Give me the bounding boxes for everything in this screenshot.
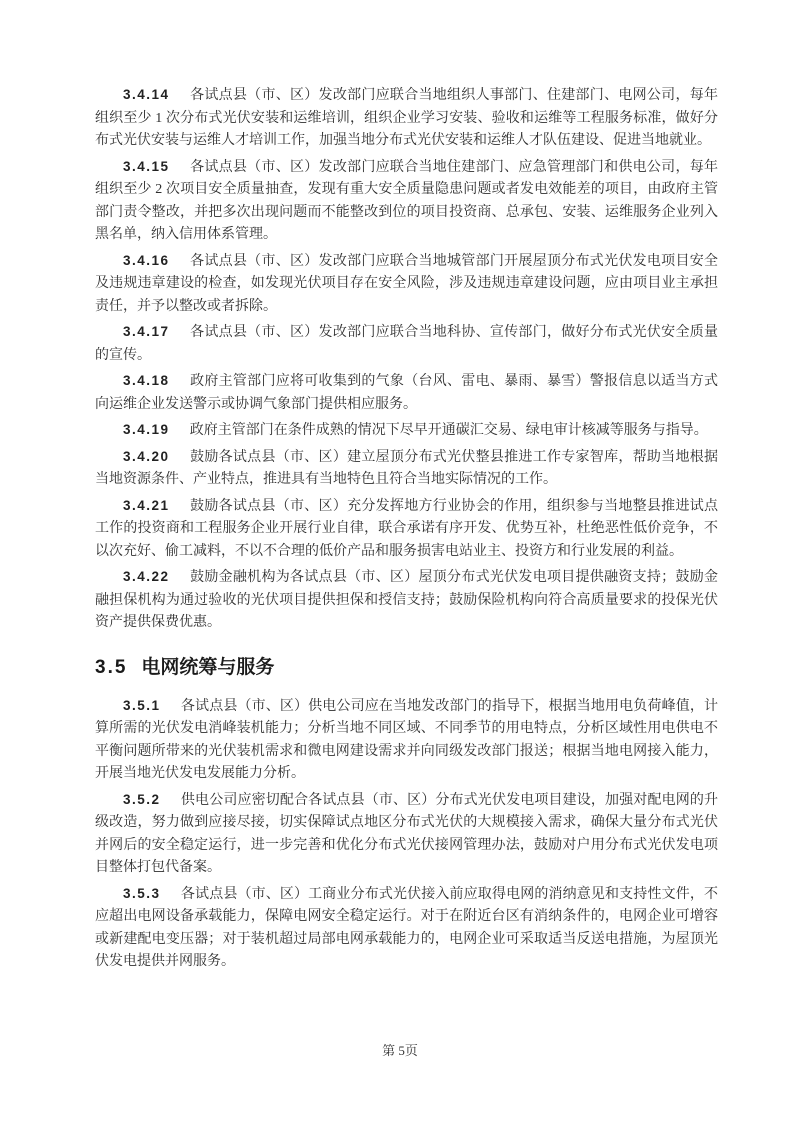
clause-number: 3.4.22 xyxy=(123,569,170,584)
clause-number: 3.4.19 xyxy=(123,422,170,437)
clause-3-4-21 xyxy=(95,495,718,564)
clause-text: 各试点县（市、区）工商业分布式光伏接入前应取得电网的消纳意见和支持性文件，不应超出电网设备承载能力，保障电网安全稳定运行。对于在附近台区有消纳条件的，电网企业可增容或新建配电变压器；对于装机超过局部电网承载能力的，电网企业可采取适当反送电措施，为屋顶光伏发电提供并网服务。 xyxy=(95,886,718,969)
clause-text: 各试点县（市、区）发改部门应联合当地科协、宣传部门，做好分布式光伏安全质量的宣传。 xyxy=(95,325,718,363)
clause-number: 3.4.14 xyxy=(123,87,170,102)
clause-number: 3.4.15 xyxy=(123,158,170,174)
clause-text: 各试点县（市、区）发改部门应联合当地组织人事部门、住建部门、电网公司，每年组织至少 1 次分布式光伏安装和运维培训，组织企业学习安装、验收和运维等工程服务标准，做好分布式光伏安装与运维人才培训工作，加强当地分布式光伏安装和运维人才队伍建设、促进当地就业。 xyxy=(95,88,718,148)
clause-3-4-17 xyxy=(95,321,718,367)
clause-3-5-1 xyxy=(95,695,718,786)
clause-3-4-14 xyxy=(95,84,718,153)
clause-text: 政府主管部门应将可收集到的气象（台风、雷电、暴雨、暴雪）警报信息以适当方式向运维企业发送警示或协调气象部门提供相应服务。 xyxy=(95,374,718,412)
clause-number: 3.5.2 xyxy=(123,791,161,807)
clause-3-4-16 xyxy=(95,250,718,319)
clause-text: 鼓励各试点县（市、区）建立屋顶分布式光伏整县推进工作专家智库，帮助当地根据当地资源条件、产业特点，推进具有当地特色且符合当地实际情况的工作。 xyxy=(95,449,718,487)
clause-3-4-20 xyxy=(95,446,718,492)
clause-number: 3.4.18 xyxy=(123,373,170,388)
clause-text: 供电公司应密切配合各试点县（市、区）分布式光伏发电项目建设，加强对配电网的升级改造，努力做到应接尽接，切实保障试点地区分布式光伏的大规模接入需求，确保大量分布式光伏并网后的安全稳定运行，进一步完善和优化分布式光伏接网管理办法，鼓励对户用分布式光伏发电项目整体打包代备案。 xyxy=(95,792,718,875)
clause-text: 各试点县（市、区）发改部门应联合当地住建部门、应急管理部门和供电公司，每年组织至少 2 次项目安全质量抽查，发现有重大安全质量隐患问题或者发电效能差的项目，由政府主管部门责令整改，并把多次出现问题而不能整改到位的项目投资商、总承包、安装、运维服务企业列入黑名单，纳入信用体系管理。 xyxy=(95,159,718,242)
clause-3-5-2 xyxy=(95,789,718,880)
section-number: 3.5 xyxy=(95,656,128,678)
section-title: 电网统筹与服务 xyxy=(141,656,275,678)
clause-3-4-15 xyxy=(95,156,718,247)
clause-text: 政府主管部门在条件成熟的情况下尽早开通碳汇交易、绿电审计核减等服务与指导。 xyxy=(189,423,708,438)
clause-3-4-22 xyxy=(95,566,718,635)
section-heading xyxy=(95,656,718,680)
clause-text: 各试点县（市、区）发改部门应联合当地城管部门开展屋顶分布式光伏发电项目安全及违规违章建设的检查，如发现光伏项目存在安全风险，涉及违规违章建设问题，应由项目业主承担责任，并予以整改或者拆除。 xyxy=(95,253,718,314)
clause-number: 3.4.21 xyxy=(123,497,170,513)
clause-3-4-19 xyxy=(95,419,718,443)
clause-number: 3.4.16 xyxy=(123,252,170,268)
clause-text: 各试点县（市、区）供电公司应在当地发改部门的指导下，根据当地用电负荷峰值，计算所需的光伏发电消峰装机能力；分析当地不同区域、不同季节的用电特点，分析区域性用电供电不平衡问题所带来的光伏装机需求和微电网建设需求并向同级发改部门报送；根据当地电网接入能力，开展当地光伏发电发展能力分析。 xyxy=(95,698,718,781)
page-footer xyxy=(0,1040,800,1059)
clause-3-4-18 xyxy=(95,370,718,416)
clause-text: 鼓励金融机构为各试点县（市、区）屋顶分布式光伏发电项目提供融资支持；鼓励金融担保机构为通过验收的光伏项目提供担保和授信支持；鼓励保险机构向符合高质量要求的投保光伏资产提供保费优惠。 xyxy=(95,570,718,630)
clause-number: 3.4.17 xyxy=(123,324,170,339)
clause-text: 鼓励各试点县（市、区）充分发挥地方行业协会的作用，组织参与当地整县推进试点工作的投资商和工程服务企业开展行业自律，联合承诺有序开发、优势互补，杜绝恶性低价竞争，不以次充好、偷工减料，不以不合理的低价产品和服务损害电站业主、投资方和行业发展的利益。 xyxy=(95,498,718,559)
page-number-label: 第 5页 xyxy=(382,1043,418,1058)
clause-number: 3.4.20 xyxy=(123,448,170,464)
clause-number: 3.5.1 xyxy=(123,697,161,713)
clause-3-5-3 xyxy=(95,883,718,974)
document-content xyxy=(95,84,718,977)
clause-number: 3.5.3 xyxy=(123,885,161,901)
